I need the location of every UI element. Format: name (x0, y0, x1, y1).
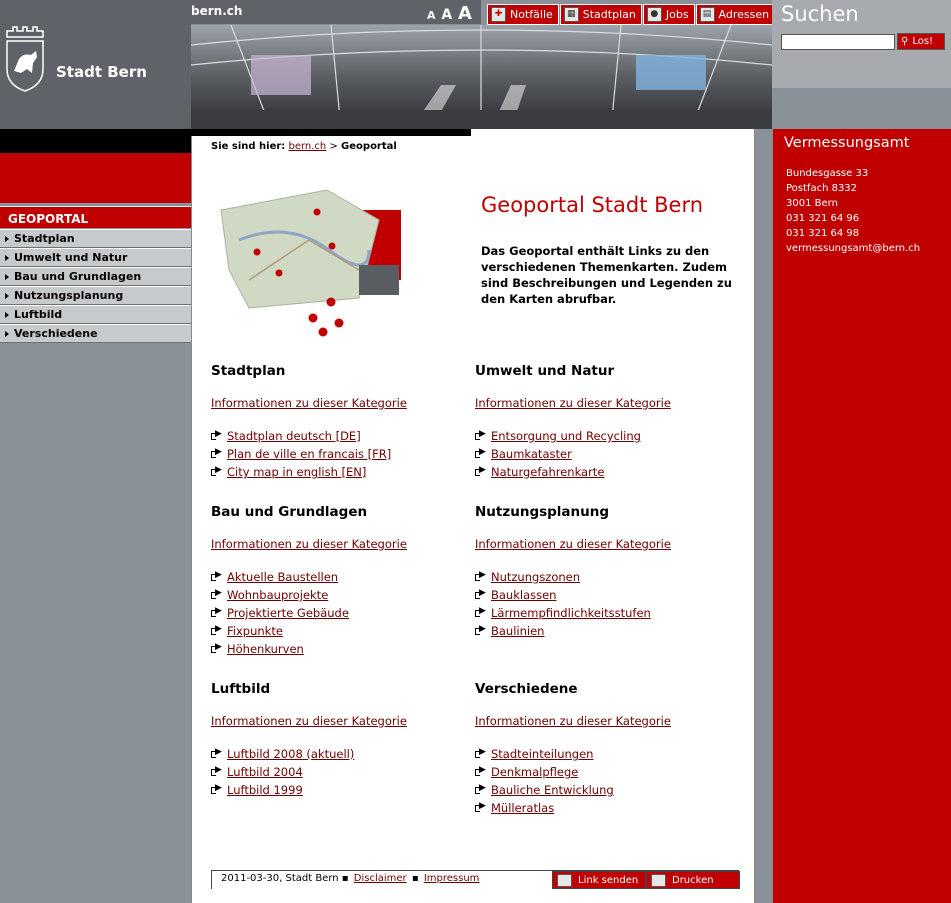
footer-text (221, 873, 481, 884)
list-item (211, 622, 461, 640)
arrow-right-icon (5, 331, 9, 337)
map-link[interactable]: Stadtplan deutsch [DE] (227, 429, 361, 443)
category-info-link[interactable]: Informationen zu dieser Kategorie (475, 396, 671, 410)
category-title: Stadtplan (211, 363, 286, 379)
search-button[interactable]: ⚲ Los! (897, 33, 945, 50)
category-verschiedene (475, 681, 725, 817)
disclaimer-link[interactable]: Disclaimer (353, 873, 407, 884)
nav-item-luftbild[interactable]: Luftbild (0, 305, 191, 324)
search-strip (772, 88, 951, 129)
tab-stadtplan[interactable]: ▦ Stadtplan (560, 4, 642, 25)
printer-icon (651, 874, 666, 887)
footer-date: 2011-03-30, Stadt Bern (221, 873, 339, 884)
footer-bullet: ▪ (411, 873, 419, 884)
banner-image (191, 25, 772, 129)
map-link[interactable]: Luftbild 2008 (aktuell) (227, 747, 355, 761)
list-item (475, 586, 725, 604)
category-info-link[interactable]: Informationen zu dieser Kategorie (475, 537, 671, 551)
list-item (475, 763, 725, 781)
list-item (211, 763, 461, 781)
list-item (475, 463, 725, 481)
map-link[interactable]: Luftbild 2004 (227, 765, 303, 779)
address-street: Bundesgasse 33 (786, 168, 869, 179)
map-link[interactable]: Nutzungszonen (491, 570, 581, 584)
link-arrow-icon (211, 786, 224, 795)
link-arrow-icon (475, 768, 488, 777)
link-arrow-icon (475, 804, 488, 813)
send-link-button[interactable]: Link senden (552, 871, 646, 889)
font-size-medium[interactable]: A (441, 7, 453, 23)
map-link[interactable]: Fixpunkte (227, 624, 283, 638)
link-arrow-icon (475, 432, 488, 441)
content-top-bar (191, 129, 471, 136)
tab-jobs[interactable]: ● Jobs (643, 4, 695, 25)
map-link[interactable]: Baulinien (491, 624, 545, 638)
search-icon: ⚲ (901, 36, 909, 47)
nav-black-bar (0, 129, 191, 153)
service-tabs (487, 4, 776, 23)
cross-icon: ✚ (491, 7, 506, 22)
link-arrow-icon (211, 627, 224, 636)
tab-adressen[interactable]: ▤ Adressen (696, 4, 776, 25)
category-info-link[interactable]: Informationen zu dieser Kategorie (475, 714, 671, 728)
address-city: 3001 Bern (786, 198, 838, 209)
list-item (475, 604, 725, 622)
arrow-right-icon (5, 236, 9, 242)
address-fax: 031 321 64 98 (786, 228, 860, 239)
map-link[interactable]: Bauliche Entwicklung (491, 783, 614, 797)
link-arrow-icon (475, 468, 488, 477)
office-title: Vermessungsamt (784, 135, 910, 151)
map-link[interactable]: Höhenkurven (227, 642, 304, 656)
category-info-link[interactable]: Informationen zu dieser Kategorie (211, 537, 407, 551)
list-item (475, 445, 725, 463)
category-luftbild (211, 681, 461, 799)
map-icon: ▦ (564, 7, 579, 22)
book-icon: ▤ (700, 7, 715, 22)
tab-notfaelle[interactable]: ✚ Notfälle (487, 4, 559, 25)
bern-crest-icon[interactable] (5, 25, 45, 93)
nav-red-block (0, 153, 191, 203)
category-umwelt (475, 363, 725, 481)
breadcrumb-prefix: Sie sind hier: (211, 141, 286, 152)
nav-item-bau[interactable]: Bau und Grundlagen (0, 267, 191, 286)
link-arrow-icon (211, 432, 224, 441)
list-item (211, 640, 461, 658)
link-arrow-icon (475, 591, 488, 600)
link-arrow-icon (211, 573, 224, 582)
site-link[interactable]: bern.ch (191, 4, 243, 18)
list-item (475, 427, 725, 445)
link-arrow-icon (475, 573, 488, 582)
list-item (475, 568, 725, 586)
link-arrow-icon (475, 627, 488, 636)
font-size-small[interactable]: A (427, 9, 436, 22)
font-size-switcher (425, 3, 472, 24)
category-bau (211, 504, 461, 658)
intro-text: Das Geoportal enthält Links zu den verschiedenen Themenkarten. Zudem sind Beschreibungen und Legenden zu den Karten abrufbar. (481, 244, 732, 306)
page-title: Geoportal Stadt Bern (481, 193, 704, 217)
category-info-link[interactable]: Informationen zu dieser Kategorie (211, 714, 407, 728)
map-link[interactable]: Bauklassen (491, 588, 557, 602)
map-link[interactable]: Aktuelle Baustellen (227, 570, 339, 584)
address-email[interactable]: vermessungsamt@bern.ch (786, 243, 921, 254)
search-input[interactable] (781, 34, 895, 50)
arrow-right-icon (5, 293, 9, 299)
arrow-right-icon (5, 312, 9, 318)
breadcrumb-separator: > (329, 141, 338, 152)
category-stadtplan (211, 363, 461, 481)
category-nutzungsplanung (475, 504, 725, 640)
link-arrow-icon (211, 750, 224, 759)
map-illustration (209, 180, 441, 345)
logo-text[interactable]: Stadt Bern (56, 63, 147, 81)
link-arrow-icon (211, 468, 224, 477)
footer-bullet: ▪ (341, 873, 349, 884)
list-item (211, 445, 461, 463)
map-link[interactable]: Entsorgung und Recycling (491, 429, 641, 443)
link-arrow-icon (475, 450, 488, 459)
people-icon: ● (647, 7, 662, 22)
map-link[interactable]: Baumkataster (491, 447, 572, 461)
envelope-icon (557, 874, 572, 887)
arrow-right-icon (5, 274, 9, 280)
breadcrumb-link[interactable]: bern.ch (288, 141, 327, 152)
map-link[interactable]: Wohnbauprojekte (227, 588, 329, 602)
map-link[interactable]: Luftbild 1999 (227, 783, 303, 797)
map-link[interactable]: Projektierte Gebäude (227, 606, 349, 620)
address-phone: 031 321 64 96 (786, 213, 860, 224)
link-arrow-icon (211, 645, 224, 654)
office-address (786, 166, 920, 256)
category-title: Nutzungsplanung (475, 504, 610, 520)
link-arrow-icon (211, 768, 224, 777)
list-item (211, 781, 461, 799)
font-size-large[interactable]: A (458, 3, 472, 24)
map-link[interactable]: Naturgefahrenkarte (491, 465, 605, 479)
list-item (475, 781, 725, 799)
breadcrumb (211, 141, 397, 152)
list-item (211, 604, 461, 622)
list-item (475, 622, 725, 640)
arrow-right-icon (5, 255, 9, 261)
address-postbox: Postfach 8332 (786, 183, 858, 194)
category-info-link[interactable]: Informationen zu dieser Kategorie (211, 396, 407, 410)
category-title: Luftbild (211, 681, 271, 697)
list-item (211, 427, 461, 445)
link-arrow-icon (475, 609, 488, 618)
link-arrow-icon (211, 591, 224, 600)
search-title: Suchen (781, 2, 859, 26)
print-button[interactable]: Drucken (646, 871, 740, 889)
category-title: Umwelt und Natur (475, 363, 615, 379)
list-item (211, 463, 461, 481)
category-title: Bau und Grundlagen (211, 504, 368, 520)
nav-item-verschiedene[interactable]: Verschiedene (0, 324, 191, 343)
link-arrow-icon (475, 750, 488, 759)
nav-item-nutzungsplanung[interactable]: Nutzungsplanung (0, 286, 191, 305)
link-arrow-icon (211, 450, 224, 459)
map-link[interactable]: City map in english [EN] (227, 465, 367, 479)
map-link[interactable]: Stadteinteilungen (491, 747, 594, 761)
list-item (475, 745, 725, 763)
map-link[interactable]: Lärmempfindlichkeitsstufen (491, 606, 651, 620)
link-arrow-icon (211, 609, 224, 618)
list-item (211, 745, 461, 763)
list-item (211, 586, 461, 604)
nav-heading[interactable]: GEOPORTAL (0, 206, 191, 228)
impressum-link[interactable]: Impressum (423, 873, 480, 884)
category-title: Verschiedene (475, 681, 578, 697)
nav-list (0, 229, 191, 343)
map-link[interactable]: Plan de ville en francais [FR] (227, 447, 392, 461)
list-item (211, 568, 461, 586)
map-link[interactable]: Denkmalpflege (491, 765, 579, 779)
map-link[interactable]: Mülleratlas (491, 801, 555, 815)
link-arrow-icon (475, 786, 488, 795)
nav-item-stadtplan[interactable]: Stadtplan (0, 229, 191, 248)
nav-item-umwelt[interactable]: Umwelt und Natur (0, 248, 191, 267)
list-item (475, 799, 725, 817)
breadcrumb-current: Geoportal (341, 141, 397, 152)
